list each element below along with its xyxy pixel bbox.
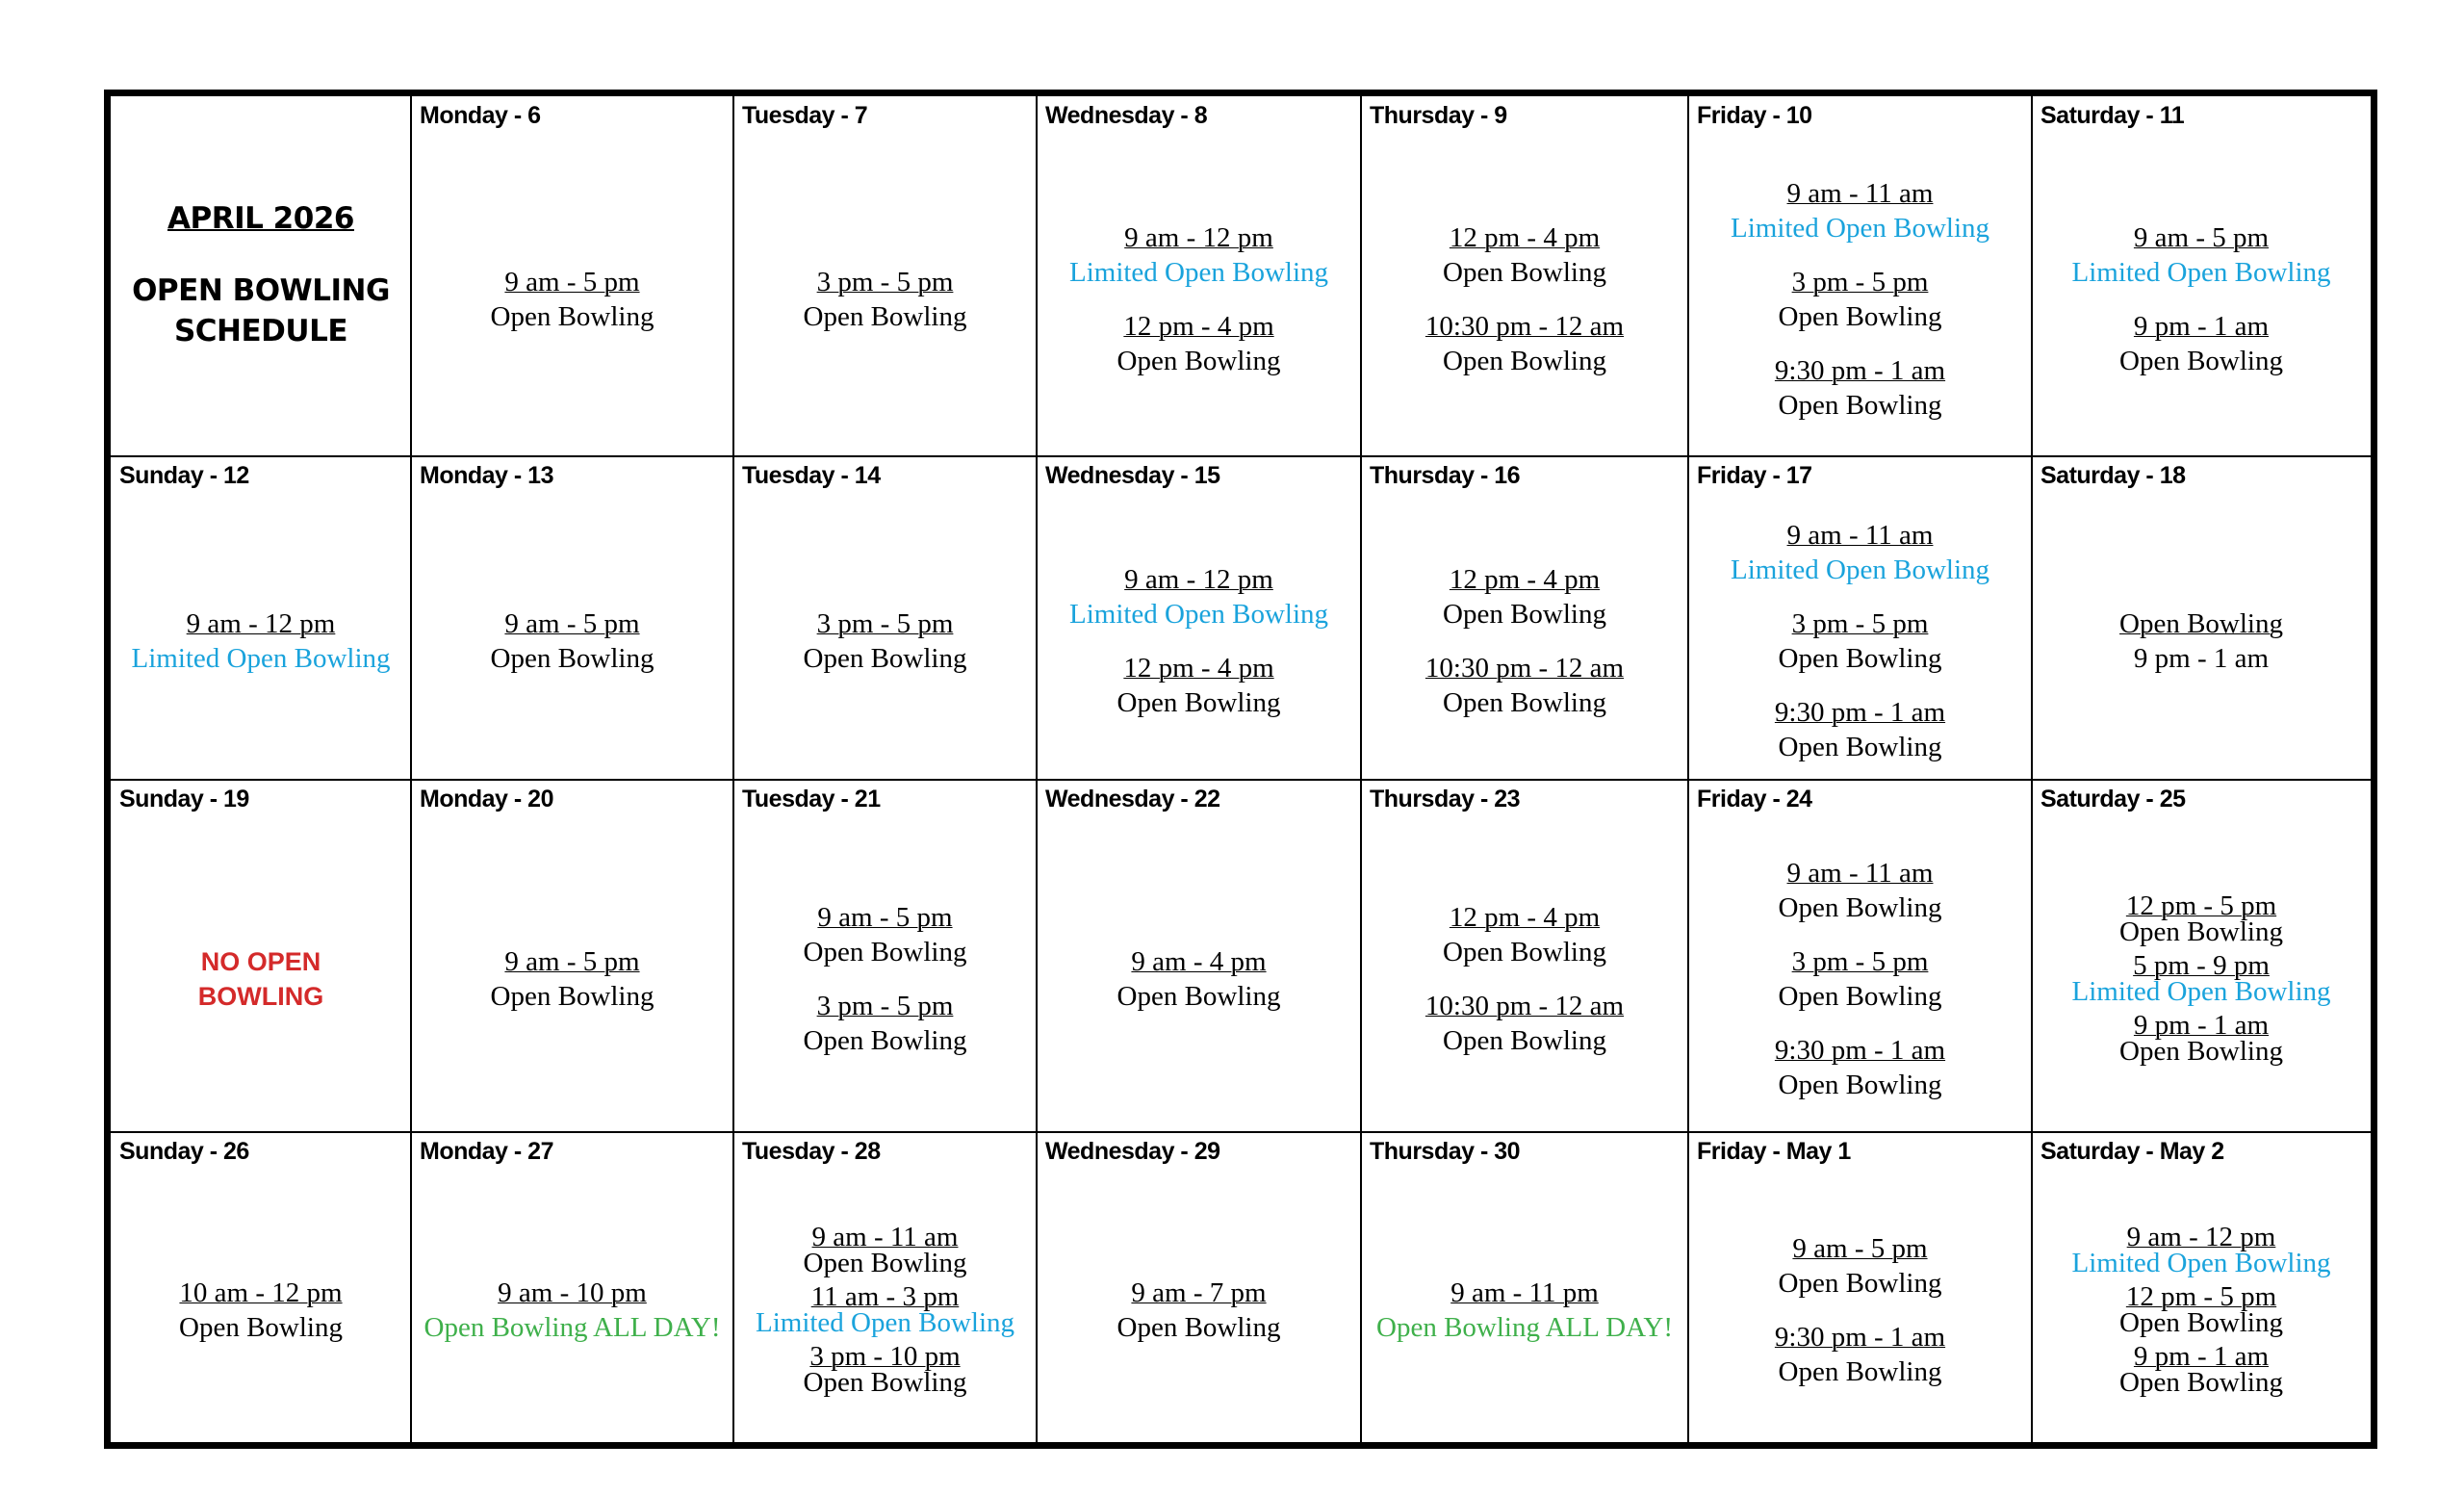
time-slot-list — [1361, 1178, 1688, 1442]
time-slot — [1775, 1033, 1945, 1102]
time-slot — [1731, 176, 1989, 245]
day-header: Thursday - 16 — [1370, 462, 1521, 489]
time-slot — [803, 1222, 967, 1278]
day-cell — [2032, 96, 2371, 456]
slot-time: 9 am - 7 pm — [1131, 1277, 1267, 1308]
time-slot-list — [2032, 142, 2371, 456]
day-header: Tuesday - 14 — [742, 462, 881, 489]
slot-label: Open Bowling — [1778, 301, 1942, 332]
time-slot — [1443, 220, 1606, 290]
time-slot-list — [1037, 826, 1361, 1132]
slot-time: 3 pm - 5 pm — [816, 991, 954, 1021]
slot-label: Open Bowling — [803, 1248, 967, 1278]
slot-time: Open Bowling — [2119, 608, 2283, 639]
time-slot — [804, 989, 967, 1058]
slot-label: Limited Open Bowling — [1730, 555, 1990, 585]
day-header: Saturday - 25 — [2040, 786, 2186, 812]
slot-label: Open Bowling ALL DAY! — [424, 1312, 721, 1343]
day-header: Friday - 24 — [1697, 786, 1812, 812]
time-slot — [1069, 220, 1328, 290]
slot-label: Open Bowling — [1443, 599, 1606, 630]
time-slot-list — [1361, 142, 1688, 456]
slot-label: Open Bowling — [1778, 1070, 1942, 1100]
slot-label: Limited Open Bowling — [2071, 976, 2331, 1007]
day-header: Tuesday - 7 — [742, 102, 868, 129]
slot-time: 11 am - 3 pm — [810, 1281, 960, 1312]
slot-label: Open Bowling — [803, 643, 967, 674]
slot-time: 5 pm - 9 pm — [2133, 950, 2270, 981]
time-slot — [2119, 1010, 2283, 1067]
time-slot — [491, 944, 654, 1014]
slot-time: 9:30 pm - 1 am — [1774, 355, 1946, 386]
slot-time: 9 am - 4 pm — [1131, 946, 1267, 977]
slot-label: Open Bowling — [2119, 1307, 2283, 1338]
slot-time: 9 am - 5 pm — [504, 608, 640, 639]
slot-time: 3 pm - 10 pm — [809, 1341, 961, 1372]
slot-time: 12 pm - 5 pm — [2125, 1281, 2277, 1312]
day-cell — [733, 96, 1037, 456]
day-header: Thursday - 30 — [1370, 1138, 1521, 1165]
time-slot — [1775, 695, 1945, 764]
time-slot-list — [733, 503, 1037, 780]
slot-time: 10:30 pm - 12 am — [1424, 991, 1625, 1021]
slot-label: Open Bowling — [1443, 687, 1606, 718]
slot-label: 9 pm - 1 am — [2133, 643, 2270, 674]
day-header: Monday - 27 — [420, 1138, 553, 1165]
day-cell — [1037, 1132, 1361, 1442]
slot-time: 3 pm - 5 pm — [1791, 608, 1929, 639]
day-header: Sunday - 26 — [119, 1138, 249, 1165]
time-slot — [1779, 265, 1942, 334]
slot-label: Open Bowling — [1116, 687, 1281, 718]
time-slot-list — [2032, 826, 2371, 1132]
day-header: Tuesday - 28 — [742, 1138, 881, 1165]
time-slot-list — [2032, 503, 2371, 780]
slot-time: 9 am - 5 pm — [504, 267, 640, 297]
slot-time: 9 am - 11 am — [1786, 858, 1934, 889]
day-cell — [1688, 780, 2032, 1132]
slot-time: 9 am - 11 am — [1786, 520, 1934, 551]
day-cell — [411, 456, 733, 780]
slot-label: Limited Open Bowling — [2071, 1248, 2331, 1278]
day-cell — [411, 1132, 733, 1442]
time-slot — [2071, 950, 2331, 1007]
time-slot — [1779, 606, 1942, 676]
day-cell — [1037, 456, 1361, 780]
time-slot-list — [1688, 503, 2032, 780]
time-slot — [131, 606, 390, 676]
time-slot — [1443, 562, 1606, 632]
time-slot-list — [1688, 1178, 2032, 1442]
time-slot — [2119, 1341, 2283, 1398]
slot-time: 12 pm - 4 pm — [1449, 564, 1601, 595]
slot-time: 9 am - 12 pm — [186, 608, 336, 639]
time-slot-list — [1688, 142, 2032, 456]
slot-label: Limited Open Bowling — [131, 643, 391, 674]
time-slot — [2119, 890, 2283, 947]
slot-label: Open Bowling ALL DAY! — [1376, 1312, 1673, 1343]
day-header: Wednesday - 22 — [1045, 786, 1220, 812]
slot-time: 9 am - 5 pm — [817, 902, 953, 933]
day-header: Friday - May 1 — [1697, 1138, 1851, 1165]
time-slot — [1376, 1276, 1673, 1345]
time-slot — [1775, 1320, 1945, 1389]
schedule-heading-line: OPEN BOWLING — [132, 273, 390, 308]
time-slot — [1425, 989, 1624, 1058]
time-slot — [1775, 353, 1945, 423]
day-header: Friday - 10 — [1697, 102, 1812, 129]
slot-label: Open Bowling — [1778, 1268, 1942, 1299]
slot-time: 9:30 pm - 1 am — [1774, 1322, 1946, 1353]
day-cell — [1361, 1132, 1688, 1442]
day-cell — [1688, 1132, 2032, 1442]
day-cell — [411, 96, 733, 456]
slot-time: 9 am - 12 pm — [1124, 222, 1273, 253]
day-header: Sunday - 19 — [119, 786, 249, 812]
slot-time: 12 pm - 4 pm — [1449, 222, 1601, 253]
schedule-heading-line: SCHEDULE — [173, 314, 348, 348]
slot-label: Limited Open Bowling — [755, 1307, 1015, 1338]
slot-time: 9 am - 11 am — [1786, 178, 1934, 209]
schedule-title — [111, 96, 411, 456]
day-header: Monday - 6 — [420, 102, 541, 129]
slot-label: Open Bowling — [1116, 346, 1281, 376]
time-slot — [804, 265, 967, 334]
time-slot — [1117, 1276, 1281, 1345]
time-slot — [1117, 651, 1281, 720]
slot-time: 9:30 pm - 1 am — [1774, 697, 1946, 728]
slot-label: Open Bowling — [1778, 390, 1942, 421]
slot-label: Open Bowling — [1443, 346, 1606, 376]
slot-time: 9 am - 10 pm — [498, 1277, 647, 1308]
time-slot — [1117, 309, 1281, 378]
day-header: Monday - 13 — [420, 462, 553, 489]
day-cell — [1688, 96, 2032, 456]
time-slot — [1425, 651, 1624, 720]
day-header: Sunday - 12 — [119, 462, 249, 489]
slot-time: 10:30 pm - 12 am — [1424, 653, 1625, 684]
time-slot-list — [111, 1178, 411, 1442]
day-cell — [1361, 96, 1688, 456]
slot-time: 10:30 pm - 12 am — [1424, 311, 1625, 342]
day-cell — [1037, 96, 1361, 456]
slot-time: 9 am - 5 pm — [1792, 1233, 1928, 1264]
calendar-grid — [104, 90, 2377, 1449]
slot-label: Open Bowling — [803, 301, 967, 332]
time-slot-list — [411, 142, 733, 456]
slot-label: Open Bowling — [1443, 1025, 1606, 1056]
time-slot-list — [1037, 1178, 1361, 1442]
time-slot — [804, 900, 967, 969]
day-header: Thursday - 9 — [1370, 102, 1507, 129]
time-slot-list — [733, 1178, 1037, 1442]
slot-label: Open Bowling — [2119, 1367, 2283, 1398]
time-slot — [491, 265, 654, 334]
schedule-heading — [132, 271, 390, 351]
slot-time: 3 pm - 5 pm — [1791, 267, 1929, 297]
day-header: Saturday - 11 — [2040, 102, 2185, 129]
slot-time: 3 pm - 5 pm — [816, 608, 954, 639]
slot-time: 10 am - 12 pm — [179, 1277, 343, 1308]
slot-label: Open Bowling — [803, 1025, 967, 1056]
time-slot — [1069, 562, 1328, 632]
slot-label: Limited Open Bowling — [1730, 213, 1990, 244]
day-header: Monday - 20 — [420, 786, 553, 812]
time-slot-list — [2032, 1178, 2371, 1442]
slot-time: 9 am - 12 pm — [1124, 564, 1273, 595]
slot-label: Open Bowling — [2119, 916, 2283, 947]
slot-label: Open Bowling — [1778, 732, 1942, 762]
slot-label: Open Bowling — [1116, 1312, 1281, 1343]
slot-label: Open Bowling — [490, 301, 654, 332]
time-slot — [2119, 606, 2283, 676]
slot-time: 3 pm - 5 pm — [816, 267, 954, 297]
slot-time: 9 pm - 1 am — [2133, 311, 2270, 342]
day-cell — [2032, 780, 2371, 1132]
time-slot — [1779, 1231, 1942, 1301]
time-slot — [1779, 856, 1942, 925]
slot-time: 9 am - 12 pm — [2126, 1222, 2276, 1252]
time-slot-list — [1361, 503, 1688, 780]
time-slot — [804, 606, 967, 676]
time-slot — [1443, 900, 1606, 969]
time-slot — [2071, 1222, 2331, 1278]
slot-label: Open Bowling — [803, 937, 967, 967]
slot-label: Limited Open Bowling — [1068, 257, 1329, 288]
day-header: Wednesday - 8 — [1045, 102, 1208, 129]
day-cell — [733, 780, 1037, 1132]
day-cell — [2032, 456, 2371, 780]
time-slot — [803, 1341, 967, 1398]
time-slot-list — [1361, 826, 1688, 1132]
no-open-bowling-notice: BOWLING — [197, 982, 324, 1011]
day-cell — [111, 456, 411, 780]
day-cell — [733, 1132, 1037, 1442]
slot-time: 12 pm - 4 pm — [1123, 311, 1274, 342]
time-slot-list — [111, 503, 411, 780]
time-slot — [1425, 309, 1624, 378]
slot-label: Open Bowling — [490, 643, 654, 674]
slot-time: 12 pm - 4 pm — [1449, 902, 1601, 933]
day-cell — [2032, 1132, 2371, 1442]
slot-time: 9 pm - 1 am — [2133, 1010, 2270, 1041]
day-header: Thursday - 23 — [1370, 786, 1521, 812]
slot-time: 9 am - 5 pm — [504, 946, 640, 977]
slot-label: Open Bowling — [490, 981, 654, 1012]
slot-time: 12 pm - 4 pm — [1123, 653, 1274, 684]
slot-label: Open Bowling — [1116, 981, 1281, 1012]
day-cell — [411, 780, 733, 1132]
slot-label: Open Bowling — [179, 1312, 343, 1343]
day-cell — [1688, 456, 2032, 780]
time-slot — [755, 1281, 1015, 1338]
time-slot — [2071, 220, 2330, 290]
slot-label: Open Bowling — [1778, 892, 1942, 923]
slot-time: 3 pm - 5 pm — [1791, 946, 1929, 977]
slot-time: 9 am - 5 pm — [2133, 222, 2270, 253]
time-slot-list — [1037, 142, 1361, 456]
slot-label: Open Bowling — [1778, 1356, 1942, 1387]
time-slot-list — [733, 826, 1037, 1132]
slot-label: Limited Open Bowling — [2071, 257, 2331, 288]
time-slot-list — [411, 826, 733, 1132]
day-cell — [111, 1132, 411, 1442]
time-slot-list — [411, 503, 733, 780]
slot-time: 9 am - 11 am — [811, 1222, 959, 1252]
slot-time: 12 pm - 5 pm — [2125, 890, 2277, 921]
day-header: Wednesday - 29 — [1045, 1138, 1220, 1165]
time-slot — [491, 606, 654, 676]
day-cell — [1361, 780, 1688, 1132]
time-slot — [179, 1276, 343, 1345]
slot-label: Limited Open Bowling — [1068, 599, 1329, 630]
day-header: Tuesday - 21 — [742, 786, 881, 812]
slot-label: Open Bowling — [2119, 346, 2283, 376]
time-slot-list — [111, 826, 411, 1132]
time-slot-list — [1037, 503, 1361, 780]
time-slot — [1731, 518, 1989, 587]
time-slot-list — [733, 142, 1037, 456]
time-slot-list — [1688, 826, 2032, 1132]
slot-label: Open Bowling — [1443, 257, 1606, 288]
slot-label: Open Bowling — [2119, 1036, 2283, 1067]
day-header: Saturday - 18 — [2040, 462, 2186, 489]
no-open-bowling-notice: NO OPEN — [200, 947, 321, 976]
slot-label: Open Bowling — [803, 1367, 967, 1398]
slot-time: 9 pm - 1 am — [2133, 1341, 2270, 1372]
time-slot — [1117, 944, 1281, 1014]
slot-time: 9 am - 11 pm — [1450, 1277, 1599, 1308]
calendar-month-title: APRIL 2026 — [167, 201, 354, 236]
day-header: Saturday - May 2 — [2040, 1138, 2224, 1165]
day-cell — [1037, 780, 1361, 1132]
day-header: Friday - 17 — [1697, 462, 1812, 489]
slot-label: Open Bowling — [1443, 937, 1606, 967]
slot-label: Open Bowling — [1778, 981, 1942, 1012]
time-slot — [424, 1276, 721, 1345]
day-cell — [1361, 456, 1688, 780]
day-cell — [111, 780, 411, 1132]
slot-time: 9:30 pm - 1 am — [1774, 1035, 1946, 1066]
time-slot-list — [411, 1178, 733, 1442]
slot-label: Open Bowling — [1778, 643, 1942, 674]
time-slot — [1779, 944, 1942, 1014]
time-slot — [2119, 1281, 2283, 1338]
day-cell — [733, 456, 1037, 780]
time-slot — [2119, 309, 2283, 378]
day-header: Wednesday - 15 — [1045, 462, 1220, 489]
